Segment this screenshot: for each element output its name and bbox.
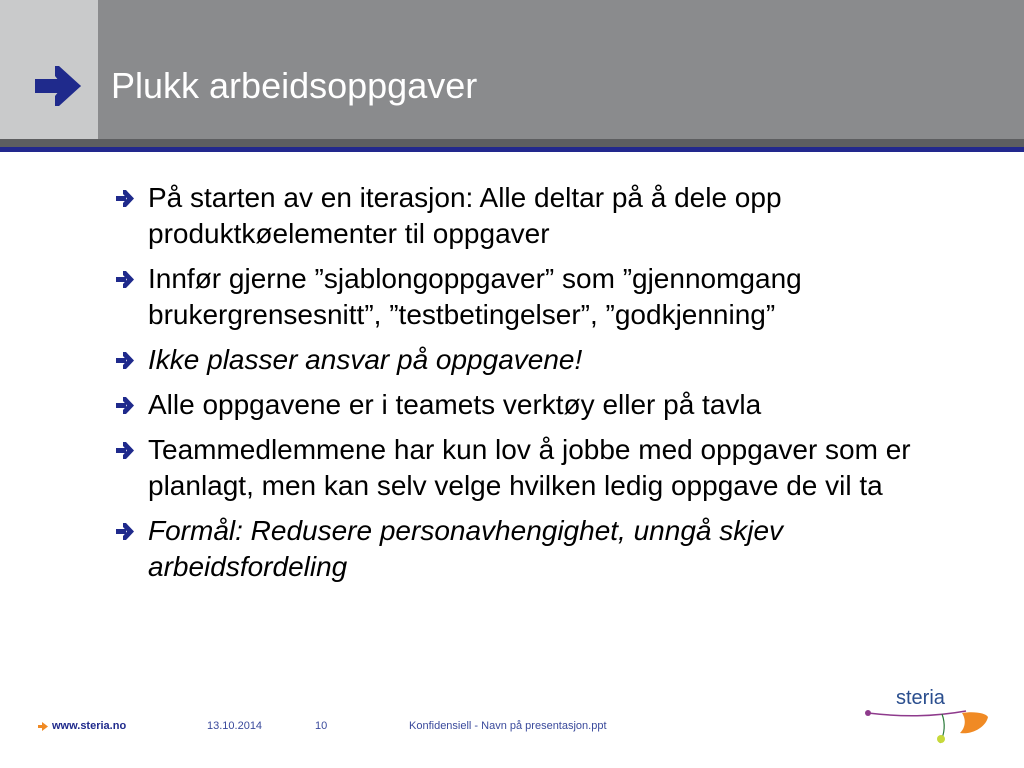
- bullet-item: [115, 180, 985, 252]
- bullet-list: [115, 180, 985, 594]
- bullet-text: Teammedlemmene har kun lov å jobbe med oppgaver som er planlagt, men kan selv velge hvilken ledig oppgave de vil ta: [148, 434, 911, 501]
- steria-logo: [862, 683, 992, 749]
- bullet-text: På starten av en iterasjon: Alle deltar på å dele opp produktkøelementer til oppgaver: [148, 182, 782, 249]
- header-accent-line: [0, 147, 1024, 152]
- footer-date: 13.10.2014: [207, 720, 263, 732]
- bullet-text: Alle oppgavene er i teamets verktøy eller på tavla: [148, 389, 762, 420]
- footer-website-link[interactable]: www.steria.no: [52, 720, 127, 732]
- arrow-right-icon: [115, 523, 135, 540]
- bullet-item: [115, 342, 985, 378]
- bullet-text: Formål: Redusere personavhengighet, unngå skjev arbeidsfordeling: [148, 515, 784, 582]
- arrow-right-icon: [115, 190, 135, 207]
- arrow-right-icon: [115, 271, 135, 288]
- header-divider: [0, 139, 1024, 147]
- bullet-item: [115, 261, 985, 333]
- bullet-text: Innfør gjerne ”sjablongoppgaver” som ”gjennomgang brukergrensesnitt”, ”testbetingelser”, ”godkjenning”: [148, 263, 802, 330]
- logo-text: steria: [896, 687, 945, 709]
- slide-title: Plukk arbeidsoppgaver: [111, 65, 478, 106]
- footer-page-number: 10: [315, 720, 328, 732]
- bullet-item: [115, 432, 985, 504]
- bullet-text: Ikke plasser ansvar på oppgavene!: [148, 344, 583, 375]
- footer-confidential-note: Konfidensiell - Navn på presentasjon.ppt: [409, 720, 607, 732]
- bullet-item: [115, 513, 985, 585]
- bullet-item: [115, 387, 985, 423]
- arrow-right-icon: [115, 352, 135, 369]
- arrow-right-icon: [38, 722, 48, 731]
- arrow-right-icon: [33, 66, 83, 106]
- arrow-right-icon: [115, 442, 135, 459]
- arrow-right-icon: [115, 397, 135, 414]
